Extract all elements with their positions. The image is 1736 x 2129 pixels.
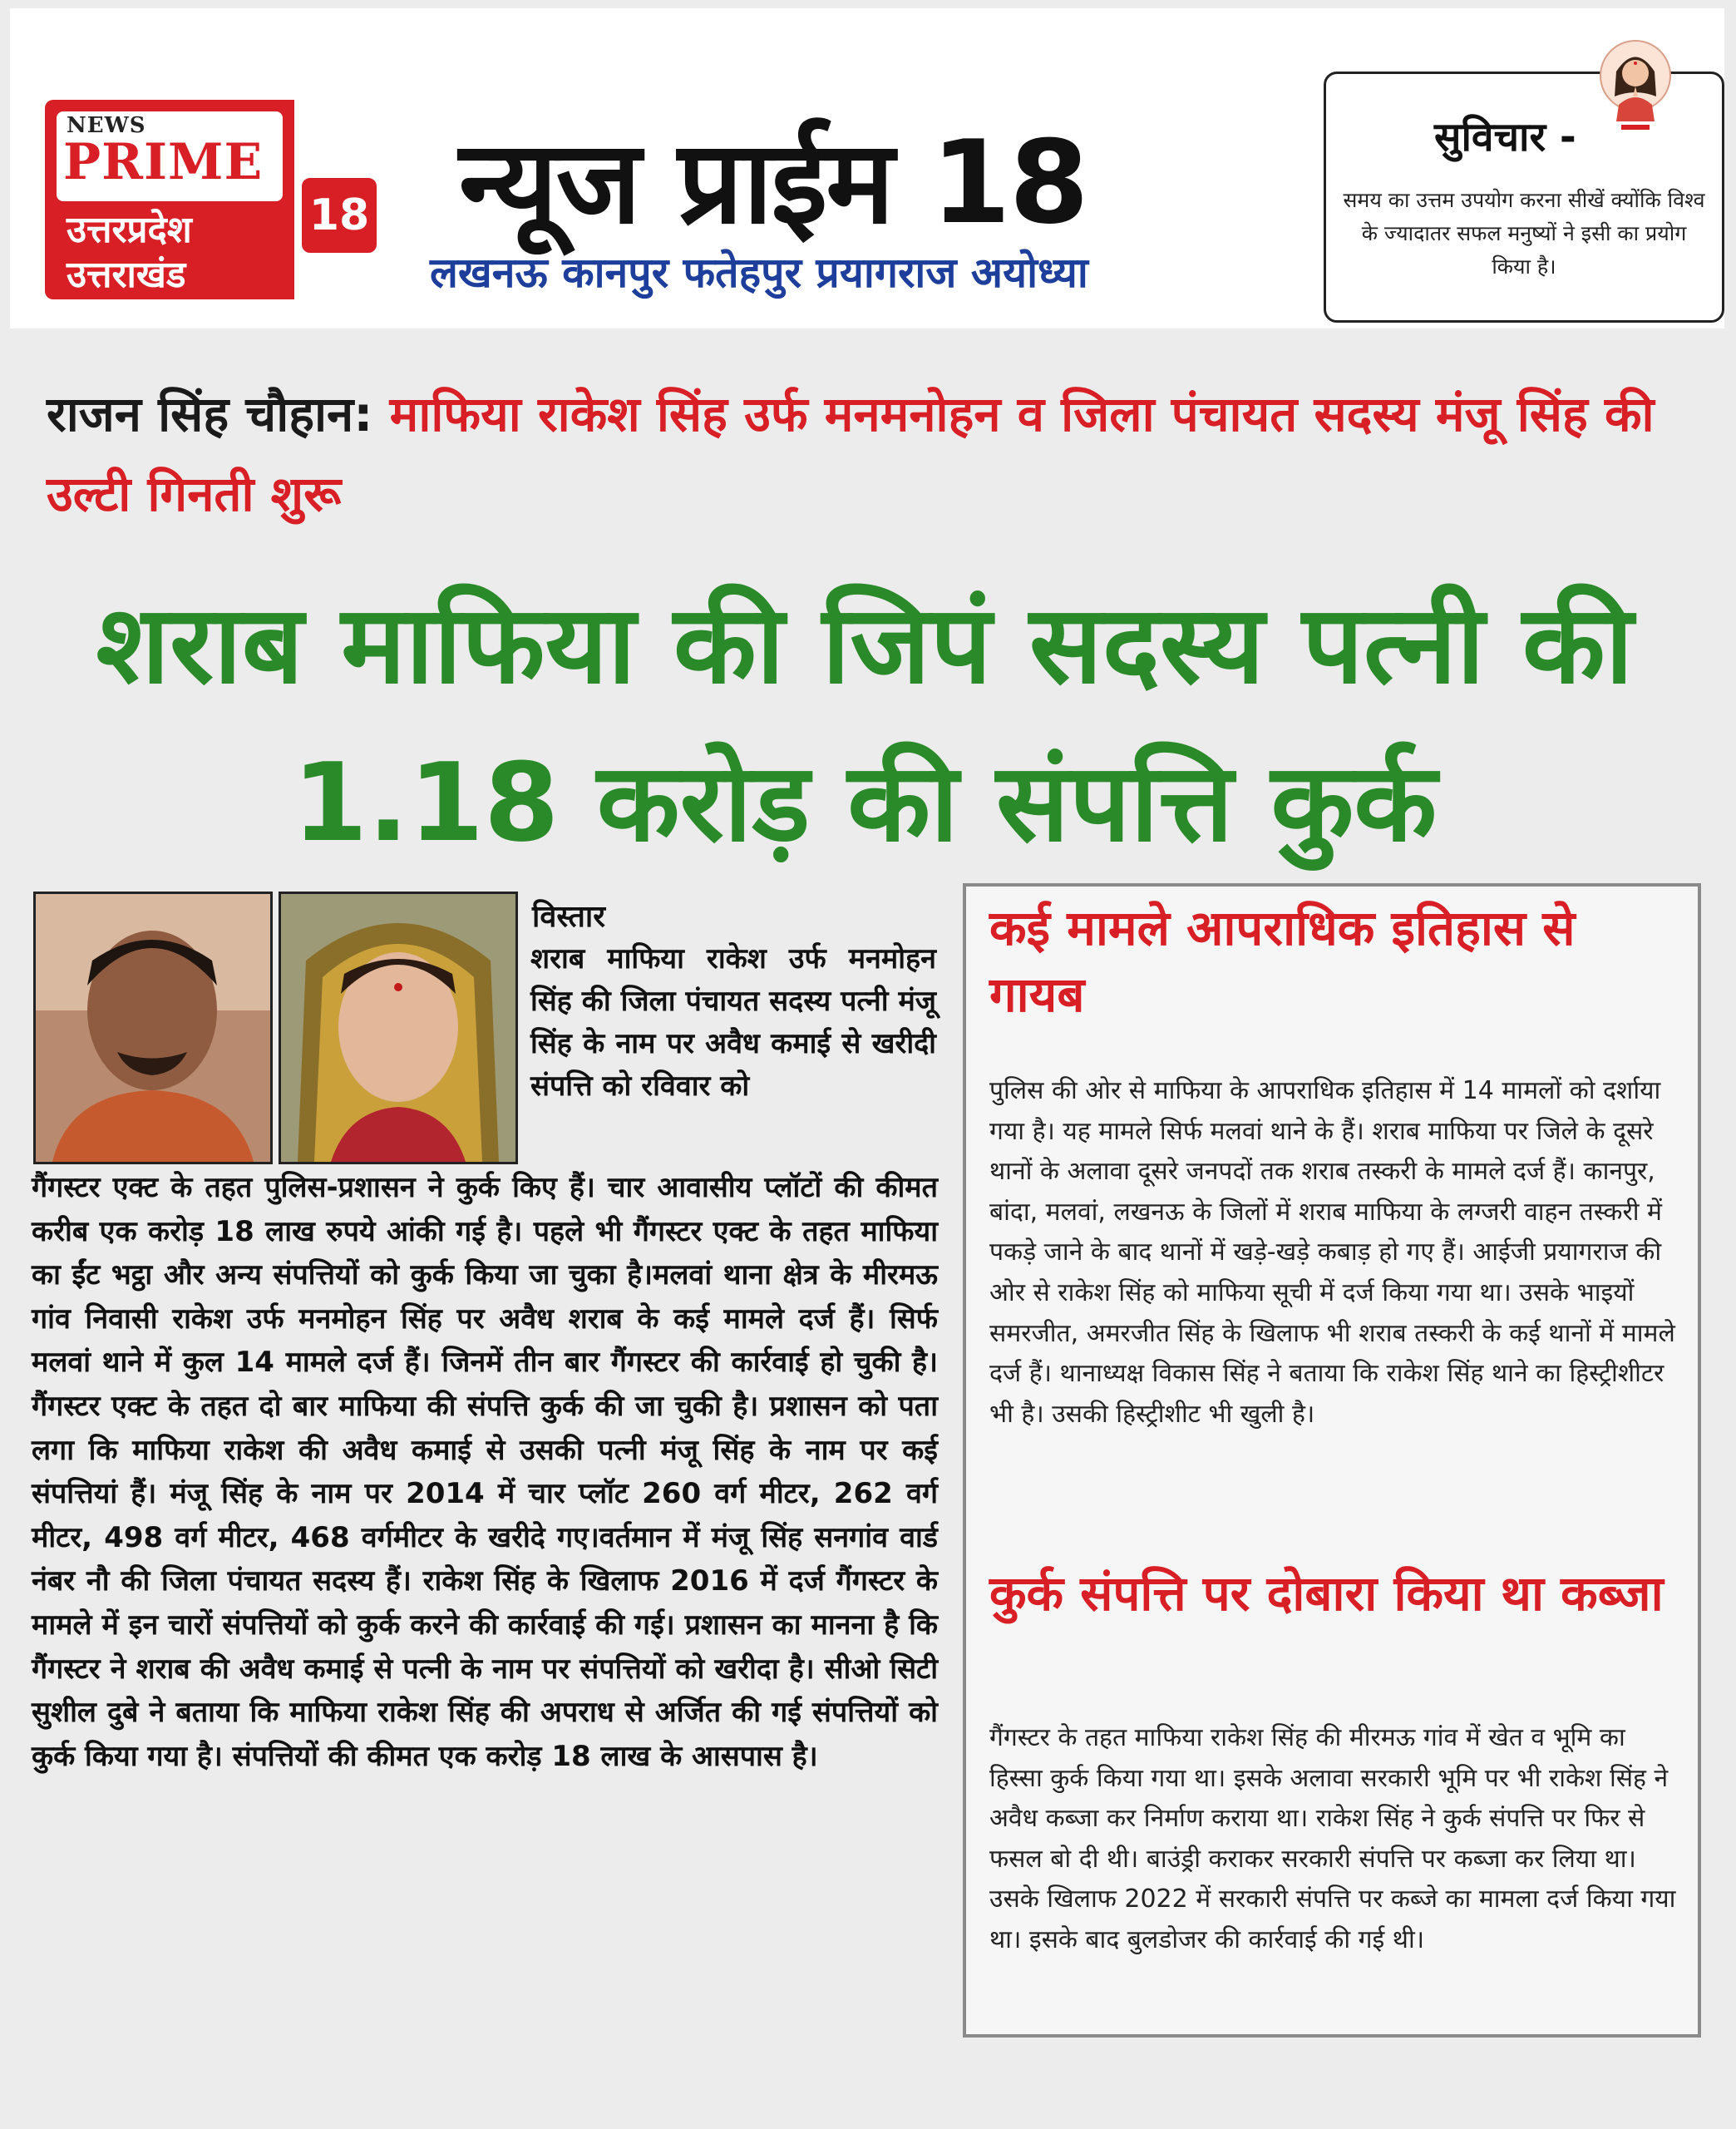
logo-news-text: NEWS [67,113,146,138]
side-text-1: पुलिस की ओर से माफिया के आपराधिक इतिहास में 14 मामलों को दर्शाया गया है। यह मामले सिर्फ मलवां थाने के हैं। शराब माफिया पर जिले के दूसरे थानों के अलावा दूसरे जनपदों तक शराब तस्करी के मामले दर्ज हैं। कानपुर, बांदा, मलवां, लखनऊ के जिलों में शराब माफिया के लग्जरी वाहन तस्करी में पकड़े जाने के बाद थानों में खड़े-खड़े कबाड़ हो गए हैं। आईजी प्रयागराज की ओर से राकेश सिंह को माफिया सूची में दर्ज किया गया था। उसके भाइयों समरजीत, अमरजीत सिंह के खिलाफ भी शराब तस्करी के कई थानों में मामले दर्ज हैं। थानाध्यक्ष विकास सिंह ने बताया कि राकेश सिंह थाने का हिस्ट्रीशीटर भी है। उसकी हिस्ट्रीशीट भी खुली है। [989,1076,1675,1429]
side-text-2: गैंगस्टर के तहत माफिया राकेश सिंह की मीरमऊ गांव में खेत व भूमि का हिस्सा कुर्क किया गया था। इसके अलावा सरकारी भूमि पर भी राकेश सिंह ने अवैध कब्जा कर निर्माण कराया था। राकेश सिंह ने कुर्क संपत्ति पर फिर से फसल बो दी थी। बाउंड्री कराकर सरकारी संपत्ति पर कब्जा कर लिया था। उसके खिलाफ 2022 में सरकारी संपत्ति पर कब्जे का मामला दर्ज किया गया था। इसके बाद बुलडोजर की कार्रवाई की गई थी। [989,1723,1676,1954]
logo-state-uttarpradesh: उत्तरप्रदेश [67,209,192,251]
article-label: विस्तार [532,900,605,934]
logo-prime-text: PRIME [63,133,264,191]
logo-state-uttarakhand: उत्तराखंड [67,254,186,296]
brand-cities: लखनऊ कानपुर फतेहपुर प्रयागराज अयोध्या [430,249,1088,297]
sub-headline [47,374,1701,534]
thought-text: समय का उत्तम उपयोग करना सीखें क्योंकि विश्व के ज्यादातर सफल मनुष्यों ने इसी का प्रयोग किया है। [1343,188,1705,279]
side-heading-2: कुर्क संपत्ति पर दोबारा किया था कब्जा [989,1565,1664,1622]
photo-man [33,892,273,1164]
side-heading-1: कई मामले आपराधिक इतिहास से गायब [989,900,1576,1023]
thought-heading: सुविचार - [1434,114,1576,161]
side-box [963,883,1701,2038]
article-body: गैंगस्टर एक्ट के तहत पुलिस-प्रशासन ने कुर्क किए हैं। चार आवासीय प्लॉटों की कीमत करीब एक करोड़ 18 लाख रुपये आंकी गई है। पहले भी गैंगस्टर एक्ट के तहत माफिया का ईंट भट्ठा और अन्य संपत्तियों को कुर्क किया जा चुका है।मलवां थाना क्षेत्र के मीरमऊ गांव निवासी राकेश उर्फ मनमोहन सिंह पर अवैध शराब के कई मामले दर्ज हैं। सिर्फ मलवां थाने में कुल 14 मामले दर्ज हैं। जिनमें तीन बार गैंगस्टर की कार्रवाई हो चुकी है। गैंगस्टर एक्ट के तहत दो बार माफिया की संपत्ति कुर्क की जा चुकी है। प्रशासन को पता लगा कि माफिया राकेश की अवैध कमाई से उसकी पत्नी मंजू सिंह के नाम पर कई संपत्तियां हैं। मंजू सिंह के नाम पर 2014 में चार प्लॉट 260 वर्ग मीटर, 262 वर्ग मीटर, 498 वर्ग मीटर, 468 वर्गमीटर के खरीदे गए।वर्तमान में मंजू सिंह सनगांव वार्ड नंबर नौ की जिला पंचायत सदस्य हैं। राकेश सिंह के खिलाफ 2016 में दर्ज गैंगस्टर के मामले में इन चारों संपत्तियों को कुर्क करने की कार्रवाई की गई। प्रशासन का मानना है कि गैंगस्टर ने शराब की अवैध कमाई से पत्नी के नाम पर संपत्तियों को खरीदा है। सीओ सिटी सुशील दुबे ने बताया कि माफिया राकेश सिंह की अपराध से अर्जित की गई संपत्तियों को कुर्क किया गया है। संपत्तियों की कीमत एक करोड़ 18 लाख के आसपास है। [32,1171,938,1773]
news-prime-logo[interactable] [45,100,370,299]
article-intro: शराब माफिया राकेश उर्फ मनमोहन सिंह की जिला पंचायत सदस्य पत्नी मंजू सिंह के नाम पर अवैध कमाई से खरीदी संपत्ति को रविवार को [530,942,936,1103]
photo-woman [279,892,518,1164]
masthead [10,8,1724,328]
logo-18-badge: 18 [298,175,380,256]
main-headline: शराब माफिया की जिपं सदस्य पत्नी की 1.18 करोड़ की संपत्ति कुर्क [96,581,1634,866]
brand-title: न्यूज प्राईम 18 [459,116,1087,249]
sub-headline-text: माफिया राकेश सिंह उर्फ मनमनोहन व जिला पंचायत सदस्य मंजू सिंह की उल्टी गिनती शुरू [47,386,1655,522]
praying-woman-icon [1598,38,1673,135]
author-name: राजन सिंह चौहान: [47,386,373,442]
